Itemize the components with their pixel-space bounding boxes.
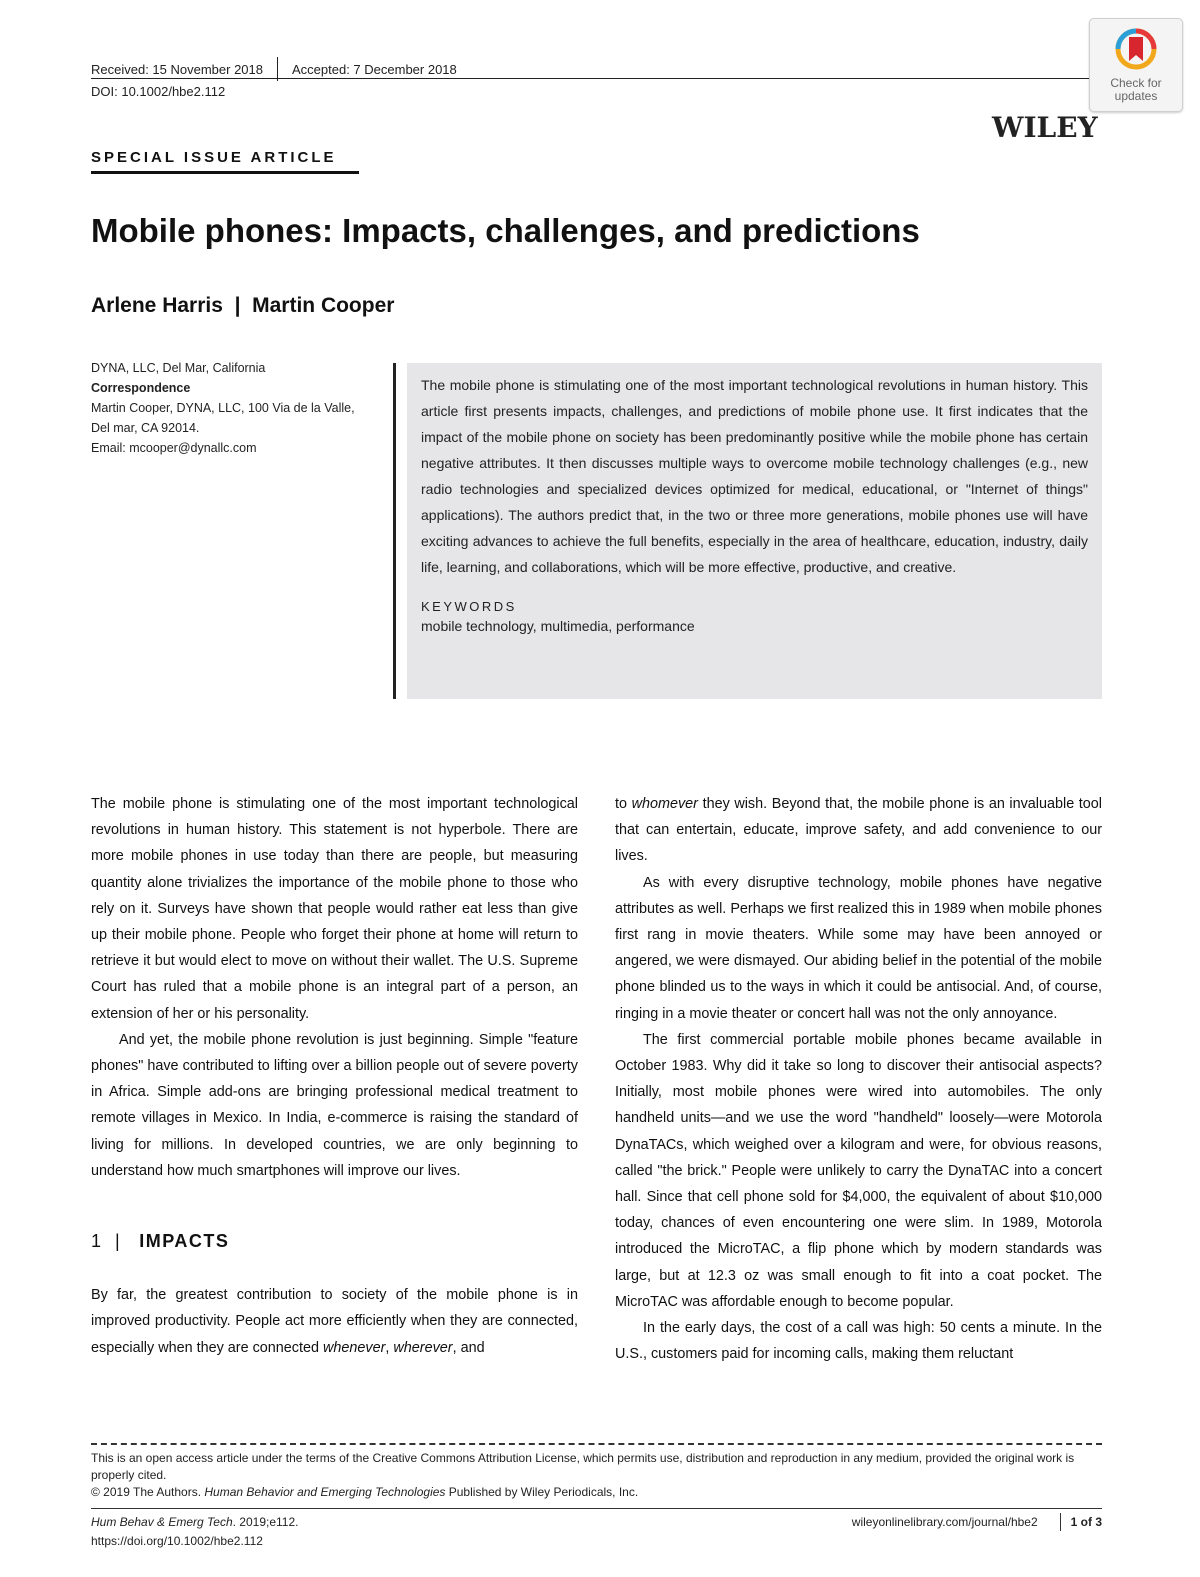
emphasis: whenever <box>323 1339 386 1356</box>
emphasis: wherever <box>393 1339 453 1356</box>
text-run: . 2019;e112. <box>232 1515 299 1529</box>
section-title: IMPACTS <box>139 1231 230 1252</box>
accepted-date: Accepted: 7 December 2018 <box>292 61 457 77</box>
keywords: mobile technology, multimedia, performance <box>421 618 695 634</box>
journal-abbrev: Hum Behav & Emerg Tech <box>91 1515 233 1529</box>
abstract-text: The mobile phone is stimulating one of the most important technological revolutions in human history. This article first presents impacts, challenges, and predictions of mobile phone use. It first indicates that the impact of the mobile phone on society has been predominantly positive while the mobile phone has certain negative attributes. It then discusses multiple ways to overcome mobile technology challenges (e.g., new radio technologies and specialized devices optimized for medical, educational, or "Internet of things" applications). The authors predict that, in the two or three more generations, mobile phones use will have exciting advances to achieve the full benefits, especially in the area of healthcare, education, industry, daily life, learning, and collaborations, which will be more effective, productive, and creative. <box>421 377 1088 575</box>
emphasis: whomever <box>631 796 698 812</box>
citation-block <box>91 1513 298 1551</box>
publisher-logo: WILEY <box>992 111 1098 144</box>
text-run: , <box>385 1339 394 1356</box>
keywords-heading: KEYWORDS <box>421 599 517 614</box>
received-date: Received: 15 November 2018 <box>91 61 263 77</box>
header-rule <box>91 78 1091 79</box>
text-run: By far, the greatest contribution to society of the mobile phone is in improved productivity. People act more efficiently when they are connected, especially when they are connected <box>91 1287 578 1356</box>
article-title: Mobile phones: Impacts, challenges, and predictions <box>91 212 920 249</box>
check-for-updates-badge[interactable] <box>1089 18 1183 112</box>
footer-separator <box>1060 1513 1061 1531</box>
text-run: to <box>615 796 632 812</box>
doi: DOI: 10.1002/hbe2.112 <box>91 84 226 99</box>
footer-right <box>780 1513 1102 1531</box>
section-separator: | <box>115 1231 122 1252</box>
text-run: they wish. Beyond that, the mobile phone is an invaluable tool that can entertain, educate, improve safety, and add convenience to our lives. <box>615 796 1102 865</box>
correspondence-heading: Correspondence <box>91 381 191 395</box>
body-paragraph: The first commercial portable mobile phones became available in October 1983. Why did it take so long to discover their antisocial aspects? Initially, most mobile phones were wired into automobiles. The only handheld units—and we use the word "handheld" loosely—were Motorola DynaTACs, which weighed over a kilogram and were, for obvious reasons, called "the brick." People were unlikely to carry the DynaTAC into a concert hall. Since that cell phone sold for $4,000, the equivalent of about $10,000 today, chances of even encountering one were slim. In 1989, Motorola introduced the MicroTAC, a flip phone which by modern standards was large, but at 12.3 oz was small enough to fit into a coat pocket. The MicroTAC was affordable enough to become popular. <box>615 1031 1102 1310</box>
license-note <box>91 1450 1091 1501</box>
body-paragraph <box>91 1282 578 1361</box>
body-paragraph <box>615 791 1102 870</box>
doi-link[interactable]: https://doi.org/10.1002/hbe2.112 <box>91 1534 263 1548</box>
copyright-line <box>91 1484 1091 1501</box>
citation-line <box>91 1513 298 1532</box>
text-run: Published by Wiley Periodicals, Inc. <box>445 1485 639 1499</box>
body-paragraph: As with every disruptive technology, mobile phones have negative attributes as well. Perhaps we first realized this in 1989 when mobile phones first rang in movie theaters. While some may have been annoyed or angered, we were dismayed. Our abiding belief in the potential of the mobile phone blinded us to the ways in which it could be antisocial. And, of course, ringing in a movie theater or concert hall was not the only annoyance. <box>615 874 1102 1022</box>
footer-rule <box>91 1508 1102 1509</box>
author-list: Arlene Harris | Martin Cooper <box>91 294 395 317</box>
body-paragraph: And yet, the mobile phone revolution is just beginning. Simple "feature phones" have contributed to lifting over a billion people out of severe poverty in Africa. Simple add-ons are bringing professional medical treatment to remote villages in Mexico. In India, e-commerce is raising the standard of living for millions. In developed countries, we are only beginning to understand how much smartphones will improve our lives. <box>91 1031 578 1179</box>
section-heading-impacts <box>91 1228 578 1254</box>
journal-name: Human Behavior and Emerging Technologies <box>204 1485 446 1499</box>
body-column-right <box>615 791 1102 1367</box>
footer-dashed-rule <box>91 1443 1102 1445</box>
body-paragraph: The mobile phone is stimulating one of the most important technological revolutions in human history. This statement is not hyperbole. There are more mobile phones in use today than there are people, but measuring quantity alone trivializes the importance of the mobile phone to those who rely on it. Surveys have shown that people would rather eat less than give up their mobile phone. People who forget their phone at home will return to retrieve it but would elect to move on without their wallet. The U.S. Supreme Court has ruled that a mobile phone is an integral part of a person, an extension of her or his personality. <box>91 796 578 1022</box>
body-paragraph: In the early days, the cost of a call was high: 50 cents a minute. In the U.S., customers paid for incoming calls, making them reluctant <box>615 1320 1102 1363</box>
body-column-left <box>91 791 578 1361</box>
check-updates-icon <box>1114 27 1158 75</box>
license-text: This is an open access article under the terms of the Creative Commons Attribution License, which permits use, distribution and reproduction in any medium, provided the original work is properly cited. <box>91 1451 1075 1482</box>
abstract-box <box>407 363 1102 699</box>
article-type-underline <box>91 171 359 174</box>
correspondence-address: Martin Cooper, DYNA, LLC, 100 Via de la Valle, Del mar, CA 92014. <box>91 401 355 435</box>
section-number: 1 <box>91 1231 102 1252</box>
article-type: SPECIAL ISSUE ARTICLE <box>91 149 337 166</box>
check-updates-label: Check for updates <box>1110 76 1162 103</box>
affiliation-block <box>91 358 371 458</box>
journal-site-link[interactable]: wileyonlinelibrary.com/journal/hbe2 <box>851 1515 1038 1529</box>
abstract-left-bar <box>393 363 396 699</box>
text-run: , and <box>452 1339 485 1356</box>
correspondence-email: Email: mcooper@dynallc.com <box>91 441 257 455</box>
text-run: © 2019 The Authors. <box>91 1485 205 1499</box>
affiliation-org: DYNA, LLC, Del Mar, California <box>91 361 266 375</box>
page-number: 1 of 3 <box>1070 1515 1102 1529</box>
